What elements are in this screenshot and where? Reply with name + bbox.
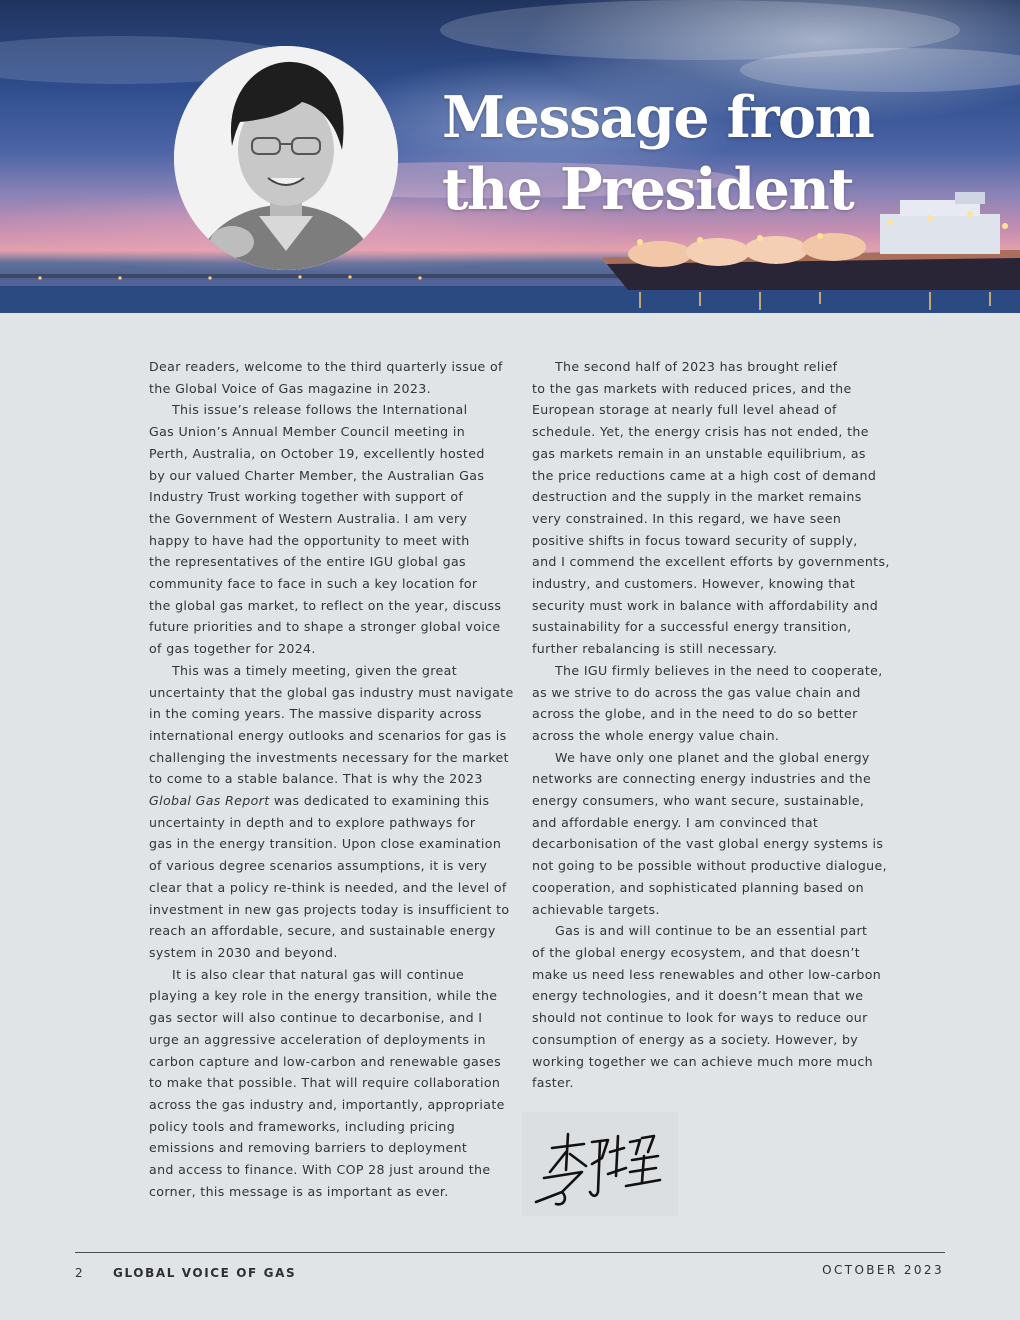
body-text-line <box>149 1181 513 1203</box>
body-text-run: and access to finance. With COP 28 just around the <box>149 1162 491 1178</box>
body-text-line <box>149 421 513 443</box>
body-text-run: across the whole energy value chain. <box>532 727 780 743</box>
body-text-line <box>532 768 896 790</box>
body-text-run: across the globe, and in the need to do so better <box>532 706 858 722</box>
publication-title: Global Gas Report <box>149 793 270 809</box>
body-text-line <box>149 877 513 899</box>
body-text-run: cooperation, and sophisticated planning based on <box>532 879 865 895</box>
body-text-line <box>149 1116 513 1138</box>
body-text-run: of the global energy ecosystem, and that doesn’t <box>532 944 861 960</box>
body-text-run: Industry Trust working together with support of <box>149 489 464 505</box>
body-text-run: to the gas markets with reduced prices, and the <box>532 380 852 396</box>
body-text-line <box>532 964 896 986</box>
body-text-run: Gas Union’s Annual Member Council meeting in <box>149 424 466 440</box>
body-text-line <box>532 1007 896 1029</box>
body-text-run: not going to be possible without productive dialogue, <box>532 858 887 874</box>
body-text-line <box>149 942 513 964</box>
body-text-line <box>149 595 513 617</box>
body-column-right <box>532 356 896 1094</box>
body-text-line <box>532 595 896 617</box>
body-text-line <box>532 703 896 725</box>
body-text-line <box>532 551 896 573</box>
body-text-run: positive shifts in focus toward security of supply, <box>532 532 858 548</box>
body-text-line <box>149 964 513 986</box>
body-text-line <box>532 530 896 552</box>
body-text-run: emissions and removing barriers to deployment <box>149 1140 468 1156</box>
body-text-line <box>532 638 896 660</box>
body-text-run: to come to a stable balance. That is why the 2023 <box>149 771 483 787</box>
body-text-run: further rebalancing is still necessary. <box>532 641 778 657</box>
body-text-line <box>532 378 896 400</box>
body-text-run: system in 2030 and beyond. <box>149 944 338 960</box>
body-text-line <box>149 703 513 725</box>
body-text-run: Perth, Australia, on October 19, excellently hosted <box>149 445 485 461</box>
body-text-line <box>149 1007 513 1029</box>
body-text-line <box>149 833 513 855</box>
body-text-line <box>149 573 513 595</box>
body-text-line <box>149 899 513 921</box>
body-text-line <box>149 1072 513 1094</box>
body-text-line <box>532 855 896 877</box>
body-text-run: reach an affordable, secure, and sustainable energy <box>149 923 496 939</box>
body-text-run: urge an aggressive acceleration of deployments in <box>149 1031 486 1047</box>
body-text-line <box>532 920 896 942</box>
body-text-line <box>149 1159 513 1181</box>
body-text-line <box>149 855 513 877</box>
body-text-run: schedule. Yet, the energy crisis has not ended, the <box>532 424 869 440</box>
body-text-run: energy technologies, and it doesn’t mean that we <box>532 988 864 1004</box>
body-text-run: policy tools and frameworks, including pricing <box>149 1118 456 1134</box>
body-text-run: make us need less renewables and other low-carbon <box>532 966 882 982</box>
body-text-line <box>149 790 513 812</box>
body-text-run: networks are connecting energy industries and the <box>532 771 872 787</box>
body-text-run: The second half of 2023 has brought relief <box>555 359 838 374</box>
page-title <box>442 82 873 226</box>
body-text-run: consumption of energy as a society. However, by <box>532 1031 859 1047</box>
body-text-line <box>149 747 513 769</box>
body-text-run: across the gas industry and, importantly, appropriate <box>149 1096 505 1112</box>
body-text-run: as we strive to do across the gas value chain and <box>532 684 861 700</box>
page-title-line-1: Message from <box>442 84 874 151</box>
body-text-run: It is also clear that natural gas will continue <box>172 966 465 982</box>
body-text-line <box>532 573 896 595</box>
body-text-line <box>149 812 513 834</box>
body-text-line <box>532 508 896 530</box>
body-text-line <box>532 942 896 964</box>
body-text-run: international energy outlooks and scenarios for gas is <box>149 727 507 743</box>
body-text-run: the price reductions came at a high cost of demand <box>532 467 877 483</box>
body-text-run: the representatives of the entire IGU global gas <box>149 554 466 570</box>
body-text-run: to make that possible. That will require collaboration <box>149 1075 501 1091</box>
body-text-line <box>149 530 513 552</box>
body-text-line <box>532 1029 896 1051</box>
hero-banner <box>0 0 1020 313</box>
body-text-run: gas sector will also continue to decarbonise, and I <box>149 1010 483 1026</box>
body-text-line <box>532 616 896 638</box>
body-text-line <box>149 985 513 1007</box>
body-text-line <box>149 443 513 465</box>
body-text-run: The IGU firmly believes in the need to cooperate, <box>555 662 883 678</box>
body-text-run: decarbonisation of the vast global energy systems is <box>532 836 884 852</box>
body-text-line <box>532 833 896 855</box>
body-text-run: the Global Voice of Gas magazine in 2023. <box>149 380 431 396</box>
body-text-run: carbon capture and low-carbon and renewable gases <box>149 1053 502 1069</box>
body-text-line <box>532 486 896 508</box>
body-text-line <box>149 551 513 573</box>
issue-date: OCTOBER 2023 <box>822 1263 944 1277</box>
body-text-run: Dear readers, welcome to the third quarterly issue of <box>149 359 503 374</box>
body-text-line <box>532 421 896 443</box>
body-text-line <box>149 356 513 378</box>
body-text-run: future priorities and to shape a stronger global voice <box>149 619 501 635</box>
body-text-line <box>532 1051 896 1073</box>
body-text-run: playing a key role in the energy transition, while the <box>149 988 498 1004</box>
body-text-run: working together we can achieve much more much <box>532 1053 873 1069</box>
body-text-line <box>532 899 896 921</box>
body-text-line <box>532 1072 896 1094</box>
body-text-line <box>532 877 896 899</box>
body-text-line <box>149 616 513 638</box>
body-text-line <box>532 465 896 487</box>
body-text-run: happy to have had the opportunity to meet with <box>149 532 470 548</box>
body-text-line <box>149 660 513 682</box>
body-column-left <box>149 356 513 1202</box>
body-text-line <box>149 1137 513 1159</box>
body-text-run: and affordable energy. I am convinced that <box>532 814 819 830</box>
body-text-run: destruction and the supply in the market remains <box>532 489 862 505</box>
body-text-run: This was a timely meeting, given the great <box>172 662 457 678</box>
body-text-run: industry, and customers. However, knowing that <box>532 576 856 592</box>
page-number: 2 <box>75 1266 84 1280</box>
body-text-run: energy consumers, who want secure, sustainable, <box>532 793 865 809</box>
body-text-line <box>149 1094 513 1116</box>
body-text-run: achievable targets. <box>532 901 660 917</box>
body-text-run: of various degree scenarios assumptions, it is very <box>149 858 488 874</box>
body-text-line <box>532 812 896 834</box>
body-text-line <box>149 399 513 421</box>
body-text-run: very constrained. In this regard, we have seen <box>532 510 842 526</box>
body-text-line <box>149 638 513 660</box>
body-text-run: should not continue to look for ways to reduce our <box>532 1010 868 1026</box>
body-text-line <box>149 1051 513 1073</box>
body-text-line <box>532 660 896 682</box>
body-text-run: in the coming years. The massive disparity across <box>149 706 482 722</box>
president-signature <box>522 1112 678 1216</box>
body-text-run: corner, this message is as important as ever. <box>149 1183 449 1199</box>
body-text-run: clear that a policy re-think is needed, and the level of <box>149 879 507 895</box>
body-text-line <box>532 725 896 747</box>
body-text-run: investment in new gas projects today is insufficient to <box>149 901 510 917</box>
body-text-run: uncertainty that the global gas industry must navigate <box>149 684 514 700</box>
body-text-run: We have only one planet and the global energy <box>555 749 870 765</box>
body-text-line <box>532 356 896 378</box>
body-text-line <box>149 1029 513 1051</box>
body-text-line <box>149 768 513 790</box>
body-text-run: Gas is and will continue to be an essential part <box>555 923 868 939</box>
body-text-run: security must work in balance with affordability and <box>532 597 879 613</box>
body-text-run: gas in the energy transition. Upon close examination <box>149 836 502 852</box>
body-text-line <box>532 747 896 769</box>
body-text-run: This issue’s release follows the International <box>172 402 468 418</box>
body-text-run: of gas together for 2024. <box>149 641 316 657</box>
body-text-line <box>532 985 896 1007</box>
body-text-line <box>149 486 513 508</box>
body-text-run: uncertainty in depth and to explore pathways for <box>149 814 476 830</box>
body-text-line <box>149 682 513 704</box>
president-portrait <box>174 46 398 270</box>
body-text-run: was dedicated to examining this <box>269 793 490 809</box>
footer-divider <box>75 1252 945 1253</box>
body-text-run: challenging the investments necessary for the market <box>149 749 509 765</box>
body-text-run: community face to face in such a key location for <box>149 576 478 592</box>
body-text-line <box>149 725 513 747</box>
body-text-line <box>532 790 896 812</box>
body-text-run: the Government of Western Australia. I am very <box>149 510 468 526</box>
body-text-run: sustainability for a successful energy transition, <box>532 619 852 635</box>
body-text-line <box>149 465 513 487</box>
body-text-line <box>149 920 513 942</box>
body-text-line <box>532 399 896 421</box>
body-text-run: by our valued Charter Member, the Australian Gas <box>149 467 485 483</box>
body-text-line <box>532 443 896 465</box>
body-text-line <box>149 378 513 400</box>
body-text-run: European storage at nearly full level ahead of <box>532 402 837 418</box>
body-text-line <box>149 508 513 530</box>
body-text-run: faster. <box>532 1075 574 1091</box>
body-text-run: the global gas market, to reflect on the year, discuss <box>149 597 502 613</box>
body-text-line <box>532 682 896 704</box>
page-title-line-2: the President <box>442 156 854 223</box>
body-text-run: and I commend the excellent efforts by governments, <box>532 554 890 570</box>
magazine-name: GLOBAL VOICE OF GAS <box>113 1266 297 1280</box>
body-text-run: gas markets remain in an unstable equilibrium, as <box>532 445 866 461</box>
